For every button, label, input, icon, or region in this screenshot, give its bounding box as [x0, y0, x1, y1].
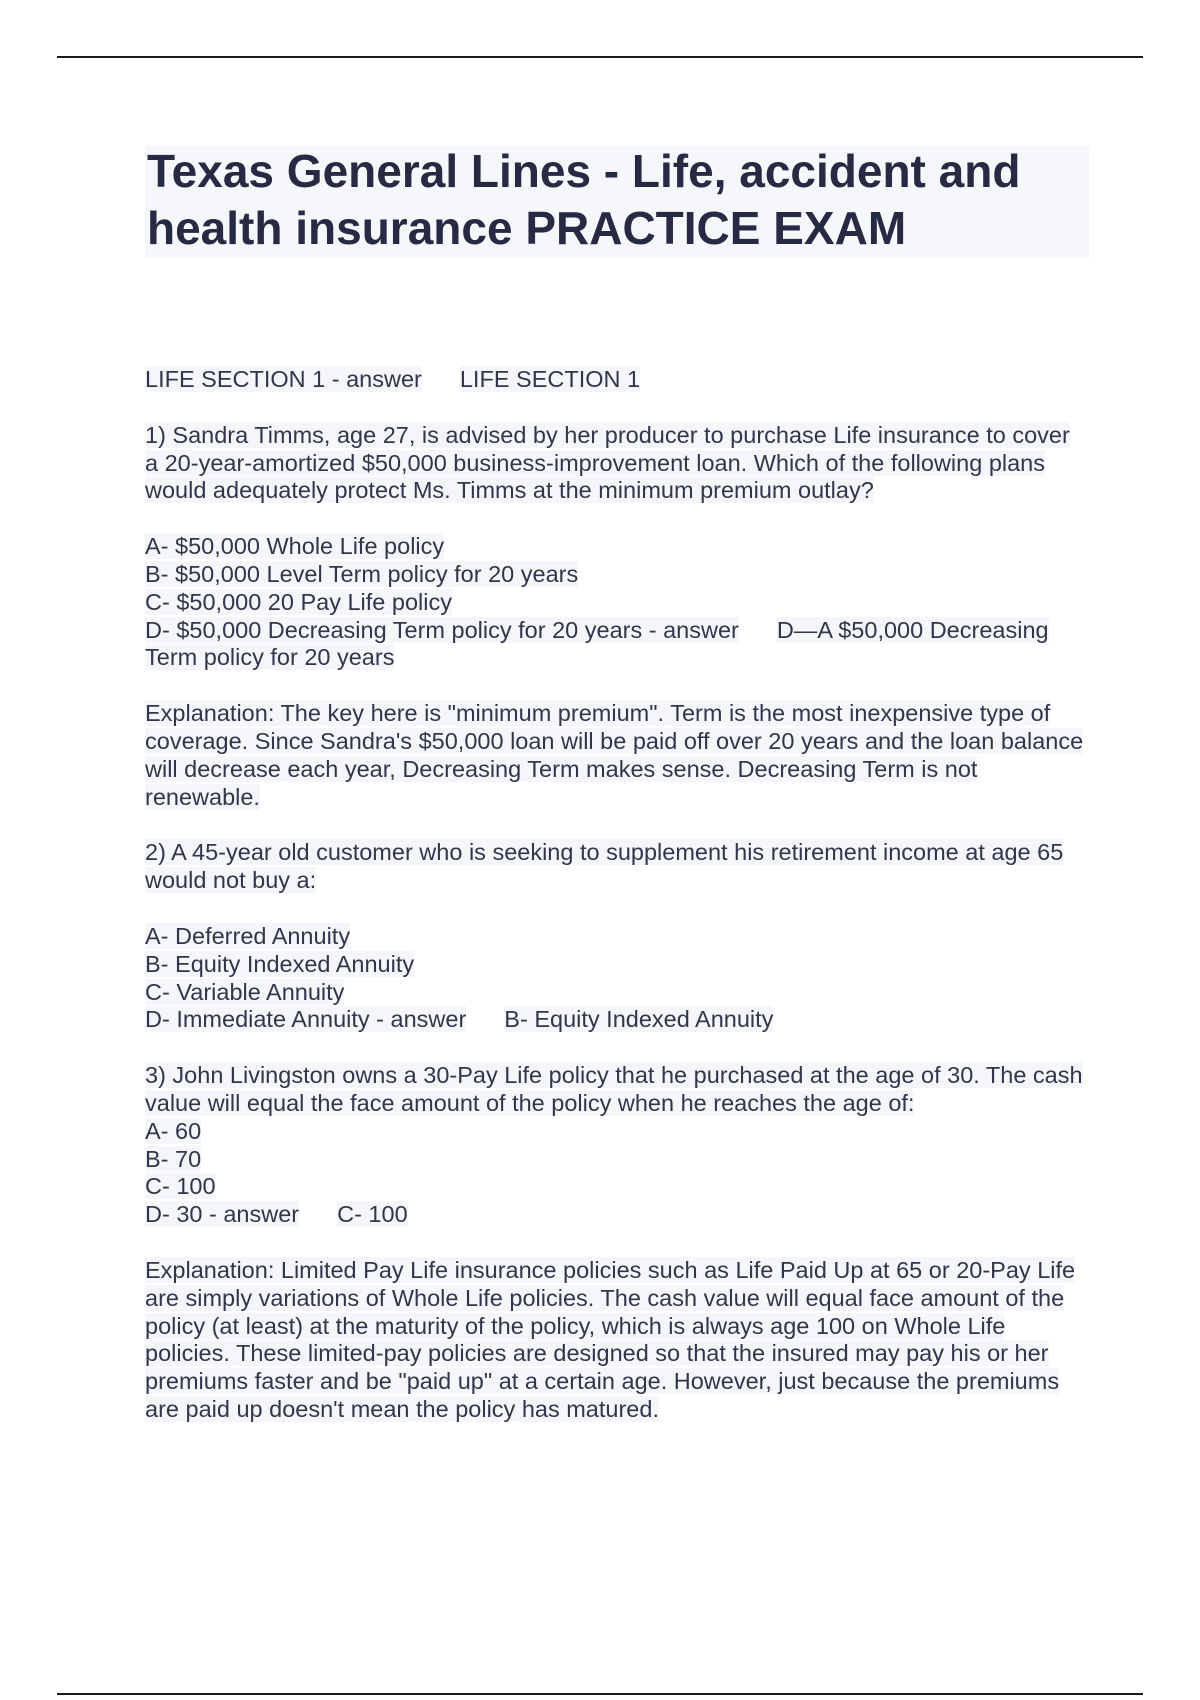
option: C- $50,000 20 Pay Life policy [145, 588, 452, 615]
option: A- 60 [145, 1117, 202, 1144]
question-2-options [145, 923, 1085, 1034]
option: C- 100 [145, 1173, 216, 1200]
top-rule [57, 56, 1143, 58]
option: A- $50,000 Whole Life policy [145, 533, 445, 560]
question-1-prompt: 1) Sandra Timms, age 27, is advised by her producer to purchase Life insurance to cover a 20-year-amortized $50,000 business-improvement loan. Which of the following plans would adequately protect Ms. Timms at the minimum premium outlay? [145, 421, 1070, 504]
option-with-answer: D- $50,000 Decreasing Term policy for 20 years - answer D—A $50,000 Decreasing Term policy for 20 years [145, 616, 1049, 671]
question-1-explanation: Explanation: The key here is "minimum premium". Term is the most inexpensive type of coverage. Since Sandra's $50,000 loan will be paid off over 20 years and the loan balance will decrease each year, Decreasing Term makes sense. Decreasing Term is not renewable. [145, 700, 1084, 810]
option: B- 70 [145, 1145, 202, 1172]
question-3-options [145, 1118, 1085, 1229]
answer-text: C- 100 [337, 1201, 408, 1228]
answer-text: D—A $50,000 Decreasing Term policy for 20 years [145, 616, 1049, 671]
option: C- Variable Annuity [145, 978, 345, 1005]
bottom-rule [57, 1693, 1143, 1695]
section-answer: LIFE SECTION 1 [459, 366, 641, 392]
question-3-prompt: 3) John Livingston owns a 30-Pay Life policy that he purchased at the age of 30. The cash value will equal the face amount of the policy when he reaches the age of: [145, 1062, 1083, 1116]
option: A- Deferred Annuity [145, 922, 351, 949]
option: B- Equity Indexed Annuity [145, 950, 415, 977]
document-title: Texas General Lines - Life, accident and health insurance PRACTICE EXAM [147, 145, 1021, 254]
section-label: LIFE SECTION 1 - answer [145, 366, 422, 392]
section-heading [145, 366, 1085, 394]
question-3-explanation: Explanation: Limited Pay Life insurance policies such as Life Paid Up at 65 or 20-Pay Life are simply variations of Whole Life policies. The cash value will equal face amount of the policy (at least) at the maturity of the policy, which is always age 100 on Whole Life policies. These limited-pay policies are designed so that the insured may pay his or her premiums faster and be "paid up" at a certain age. However, just because the premiums are paid up doesn't mean the policy has matured. [145, 1256, 1076, 1422]
question-2-prompt: 2) A 45-year old customer who is seeking to supplement his retirement income at age 65 would not buy a: [145, 839, 1064, 894]
document-body [145, 366, 1085, 1452]
option-with-answer: D- Immediate Annuity - answer B- Equity Indexed Annuity [145, 1006, 774, 1033]
option: B- $50,000 Level Term policy for 20 years [145, 560, 579, 587]
answer-text: B- Equity Indexed Annuity [504, 1006, 774, 1033]
question-1-options [145, 533, 1085, 672]
option-with-answer: D- 30 - answer C- 100 [145, 1201, 408, 1228]
